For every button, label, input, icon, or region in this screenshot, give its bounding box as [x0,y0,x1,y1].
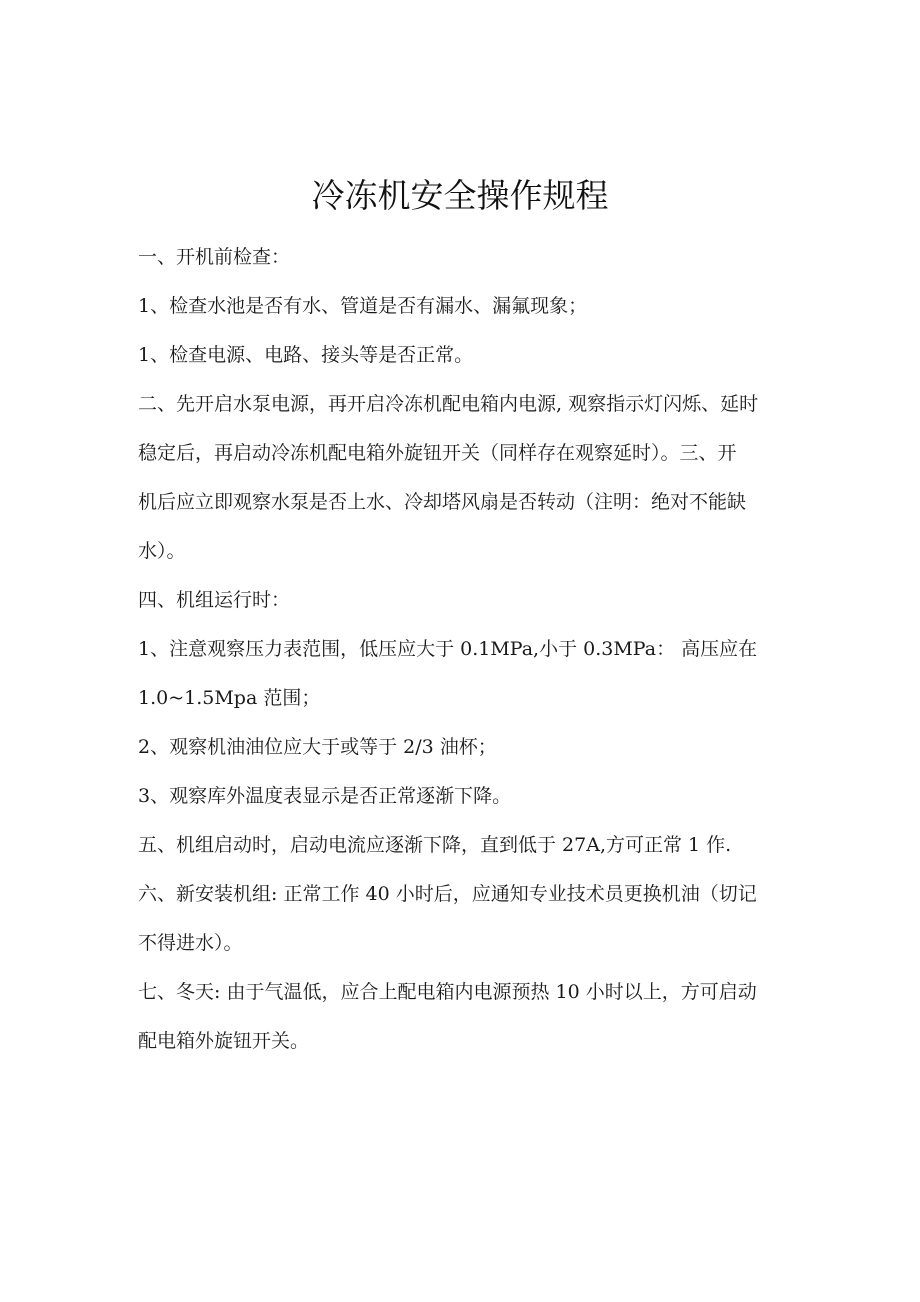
paragraph-line: 2、观察机油油位应大于或等于 2/3 油杯； [138,736,497,758]
paragraph-line: 稳定后，再启动冷冻机配电箱外旋钮开关（同样存在观察延时）。三、开 [138,442,737,464]
document-body [138,233,788,1066]
paragraph-line: 3、观察库外温度表显示是否正常逐渐下降。 [138,785,512,807]
paragraph-line: 配电箱外旋钮开关。 [138,1030,310,1052]
paragraph-line: 1.0~1.5Mpa 范围； [138,687,321,709]
section-heading-1: 一、开机前检查： [138,246,291,268]
paragraph-line: 二、先开启水泵电源，再开启冷冻机配电箱内电源, 观察指示灯闪烁、延时 [138,393,759,415]
paragraph-line: 六、新安装机组: 正常工作 40 小时后，应通知专业技术员更换机油（切记 [138,883,757,905]
paragraph-line: 机后应立即观察水泵是否上水、冷却塔风扇是否转动（注明：绝对不能缺 [138,491,747,513]
section-heading-4: 四、机组运行时： [138,589,291,611]
paragraph-line: 不得进水）。 [138,932,243,954]
paragraph-line: 五、机组启动时，启动电流应逐渐下降，直到低于 27A,方可正常 1 作. [138,834,732,856]
document-title: 冷冻机安全操作规程 [311,176,609,215]
paragraph-line: 1、注意观察压力表范围，低压应大于 0.1MPa,小于 0.3MPa： 高压应在 [138,638,758,660]
paragraph-line: 水）。 [138,540,186,562]
paragraph-line: 七、冬天: 由于气温低，应合上配电箱内电源预热 10 小时以上，方可启动 [138,981,757,1003]
paragraph-line: 1、检查电源、电路、接头等是否正常。 [138,344,474,366]
paragraph-line: 1、检查水池是否有水、管道是否有漏水、漏氟现象； [138,295,588,317]
